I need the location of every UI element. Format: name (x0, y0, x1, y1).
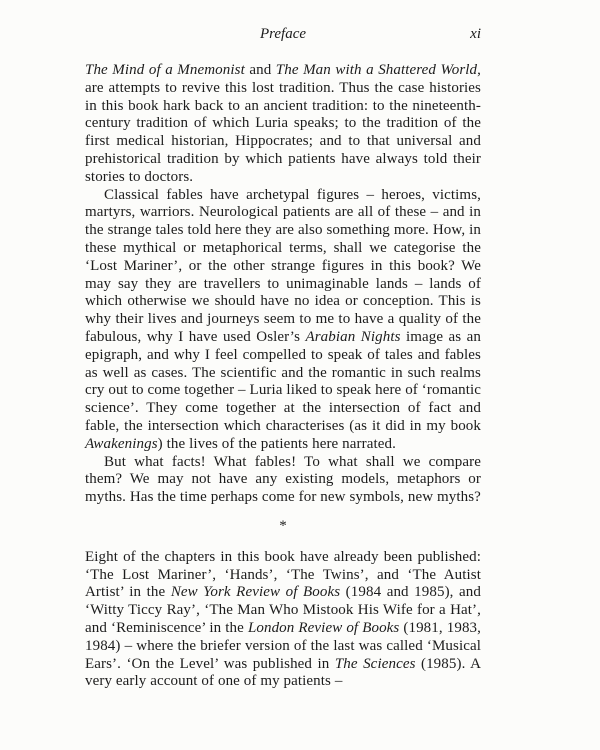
page-body (85, 62, 481, 691)
page-header (85, 26, 481, 46)
paragraph-4: Eight of the chapters in this book have already been published: ‘The Lost Mariner’, ‘Hands’, ‘The Twins’, and ‘The Autist Artist’ in the New York Review of Books (1984 and 1985), and ‘Witty Ticcy Ray’, ‘The Man Who Mistook His Wife for a Hat’, and ‘Reminiscence’ in the London Review of Books (1981, 1983, 1984) – where the briefer version of the last was called ‘Musical Ears’. ‘On the Level’ was published in The Sciences (1985). A very early account of one of my patients – (85, 548, 482, 690)
paragraph-1: The Mind of a Mnemonist and The Man with a Shattered World, are attempts to revive this lost tradition. Thus the case histories in this book hark back to an ancient tradition: to the nineteenth-century tradition of which Luria speaks; to the tradition of the first medical historian, Hippocrates; and to that universal and prehistorical tradition by which patients have always told their stories to doctors. (85, 62, 481, 185)
section-separator-asterisk: * (279, 517, 287, 534)
paragraph-3: But what facts! What fables! To what shall we compare them? We may not have any existing models, metaphors or myths. Has the time perhaps come for new symbols, new myths? (85, 453, 481, 506)
text-column (85, 26, 481, 691)
page-number: xi (470, 26, 481, 42)
paragraph-2: Classical fables have archetypal figures – heroes, victims, martyrs, warriors. Neurological patients are all of these – and in the strange tales told here they are also something more. How, in these mythical or metaphorical terms, shall we categorise the ‘Lost Mariner’, or the other strange figures in this book? We may say they are travellers to unimaginable lands – lands of which otherwise we should have no idea or conception. This is why their lives and journeys seem to me to have a quality of the fabulous, why I have used Osler’s Arabian Nights image as an epigraph, and why I feel compelled to speak of tales and fables as well as cases. The scientific and the romantic in such realms cry out to come together – Luria liked to speak here of ‘romantic science’. They come together at the intersection of fact and fable, the intersection which characterises (as it did in my book Awakenings) the lives of the patients here narrated. (85, 186, 482, 452)
running-head-title: Preface (259, 26, 307, 42)
